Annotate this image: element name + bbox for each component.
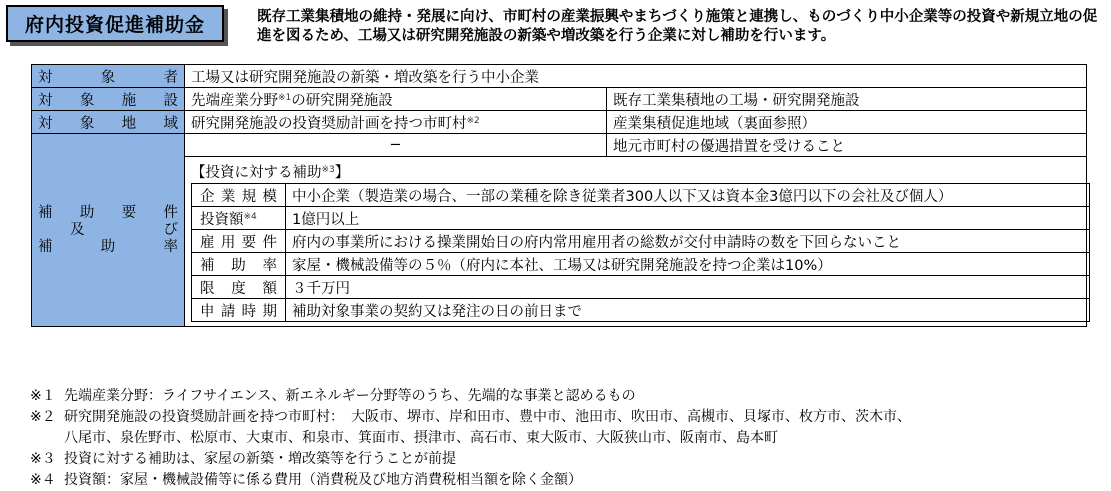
detail-label-investment bbox=[192, 207, 286, 230]
detail-row bbox=[192, 253, 1090, 276]
subheading-tail: 】 bbox=[334, 165, 350, 181]
intro-text: 既存工業集積地の維持・発展に向け、市町村の産業振興やまちづくり施策と連携し、ものづくり中小企業等の投資や新規立地の促進を図るため、工場又は研究開発施設の新築や増改築を行う企業に対し補助を行います。 bbox=[257, 9, 1098, 44]
footnote-mark: ※２ bbox=[30, 409, 56, 425]
detail-row bbox=[192, 230, 1090, 253]
detail-value-rate: 家屋・機械設備等の５％（府内に本社、工場又は研究開発施設を持つ企業は10%） bbox=[286, 253, 1090, 276]
footnote-text: 投資額：家屋・機械設備等に係る費用（消費税及び地方消費税相当額を除く金額） bbox=[64, 472, 582, 488]
detail-label-employment: 雇用要件 bbox=[192, 230, 286, 253]
row-target bbox=[32, 65, 1087, 88]
facility-left-sup: ※1 bbox=[278, 92, 292, 103]
footnote-text: 研究開発施設の投資奨励計画を持つ市町村： 大阪市、堺市、岸和田市、豊中市、池田市、吹田市、高槻市、貝塚市、枚方市、茨木市、 bbox=[64, 409, 911, 425]
label-req-line2: 及び bbox=[70, 221, 178, 238]
value-facility-right: 既存工業集積地の工場・研究開発施設 bbox=[607, 88, 1087, 111]
detail-value-limit: ３千万円 bbox=[286, 276, 1090, 299]
detail-label-rate: 補助率 bbox=[192, 253, 286, 276]
row-requirements-2 bbox=[32, 157, 1087, 327]
subsidy-table bbox=[31, 64, 1087, 327]
investment-detail-table bbox=[191, 183, 1090, 322]
footnote-text: 投資に対する補助は、家屋の新築・増改築等を行うことが前提 bbox=[64, 451, 456, 467]
footnote-mark: ※１ bbox=[30, 388, 56, 404]
label-area: 対象地域 bbox=[32, 111, 185, 134]
row-requirements-1 bbox=[32, 134, 1087, 157]
footnotes bbox=[30, 386, 1105, 491]
subheading-text: 【投資に対する補助 bbox=[191, 165, 322, 181]
detail-row bbox=[192, 184, 1090, 207]
value-area-left bbox=[185, 111, 607, 134]
row-area bbox=[32, 111, 1087, 134]
detail-label-size: 企業規模 bbox=[192, 184, 286, 207]
facility-left-tail: の研究開発施設 bbox=[291, 92, 393, 109]
detail-value-period: 補助対象事業の契約又は発注の日の前日まで bbox=[286, 299, 1090, 322]
detail-row bbox=[192, 207, 1090, 230]
investment-label-text: 投資額 bbox=[200, 211, 244, 228]
label-req-line1: 補助要件 bbox=[38, 204, 178, 221]
footnote bbox=[30, 470, 1105, 491]
area-left-text: 研究開発施設の投資奨励計画を持つ市町村 bbox=[191, 115, 467, 132]
value-target: 工場又は研究開発施設の新築・増改築を行う中小企業 bbox=[185, 65, 1087, 88]
value-req-right: 地元市町村の優遇措置を受けること bbox=[607, 134, 1087, 157]
value-area-right: 産業集積促進地域（裏面参照） bbox=[607, 111, 1087, 134]
footnote-text: 先端産業分野：ライフサイエンス、新エネルギー分野等のうち、先端的な事業と認めるもの bbox=[64, 388, 636, 404]
row-facility bbox=[32, 88, 1087, 111]
footnote-mark: ※４ bbox=[30, 472, 56, 488]
detail-value-size: 中小企業（製造業の場合、一部の業種を除き従業者300人以下又は資本金3億円以下の会社及び個人） bbox=[286, 184, 1090, 207]
footnote-mark: ※３ bbox=[30, 451, 56, 467]
detail-label-period: 申請時期 bbox=[192, 299, 286, 322]
footnote bbox=[30, 449, 1105, 470]
detail-value-employment: 府内の事業所における操業開始日の府内常用雇用者の総数が交付申請時の数を下回らないこと bbox=[286, 230, 1090, 253]
investment-subsidy-cell bbox=[185, 157, 1087, 327]
footnote bbox=[30, 407, 1105, 428]
facility-left-text: 先端産業分野 bbox=[191, 92, 278, 109]
value-facility-left bbox=[185, 88, 607, 111]
area-left-sup: ※2 bbox=[466, 115, 480, 126]
page-title: 府内投資促進補助金 bbox=[6, 5, 224, 42]
subheading-sup: ※3 bbox=[321, 165, 335, 175]
detail-row bbox=[192, 276, 1090, 299]
label-target: 対象者 bbox=[32, 65, 185, 88]
investment-subheading bbox=[191, 157, 1080, 181]
value-req-left: − bbox=[185, 134, 607, 157]
label-facility: 対象施設 bbox=[32, 88, 185, 111]
label-requirements bbox=[32, 134, 185, 327]
footnote bbox=[30, 386, 1105, 407]
investment-label-sup: ※4 bbox=[243, 211, 257, 222]
label-req-line3: 補助率 bbox=[38, 238, 178, 255]
detail-row bbox=[192, 299, 1090, 322]
footnote-continuation: 八尾市、泉佐野市、松原市、大東市、和泉市、箕面市、摂津市、高石市、東大阪市、大阪狭山市、阪南市、島本町 bbox=[64, 430, 778, 446]
detail-value-investment: 1億円以上 bbox=[286, 207, 1090, 230]
detail-label-limit: 限度額 bbox=[192, 276, 286, 299]
